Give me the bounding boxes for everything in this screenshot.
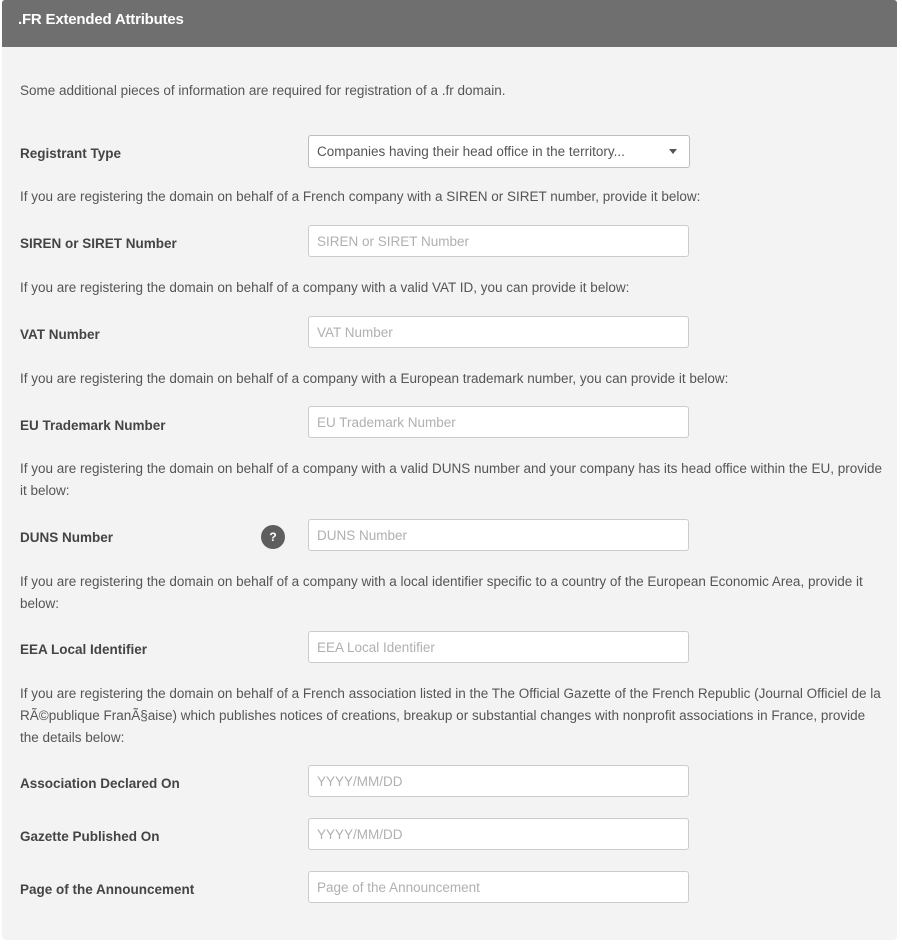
- announcement-page-label: Page of the Announcement: [20, 882, 195, 897]
- association-declared-label: Association Declared On: [20, 776, 180, 791]
- eea-label: EEA Local Identifier: [20, 642, 148, 657]
- registrant-type-select[interactable]: [308, 135, 690, 168]
- siren-input[interactable]: [308, 225, 689, 257]
- eu-trademark-input[interactable]: [308, 406, 689, 438]
- duns-help-text: If you are registering the domain on behalf of a company with a valid DUNS number and your company has its head office within the EU, provide it below:: [20, 461, 882, 498]
- duns-label: DUNS Number: [20, 530, 114, 545]
- vat-help-text: If you are registering the domain on behalf of a company with a valid VAT ID, you can provide it below:: [20, 280, 630, 295]
- gazette-published-input[interactable]: [308, 818, 689, 850]
- chevron-down-icon: [669, 149, 677, 154]
- eea-help-text: If you are registering the domain on behalf of a company with a local identifier specific to a country of the European Economic Area, provide it below:: [20, 574, 863, 611]
- siren-help-text: If you are registering the domain on behalf of a French company with a SIREN or SIRET number, provide it below:: [20, 189, 701, 204]
- help-icon[interactable]: ?: [261, 525, 285, 549]
- gazette-published-label: Gazette Published On: [20, 829, 160, 844]
- vat-input[interactable]: [308, 316, 689, 348]
- intro-text: Some additional pieces of information are required for registration of a .fr domain.: [20, 83, 506, 98]
- association-declared-input[interactable]: [308, 765, 689, 797]
- eu-trademark-label: EU Trademark Number: [20, 418, 166, 433]
- eea-input[interactable]: [308, 631, 689, 663]
- vat-label: VAT Number: [20, 327, 100, 342]
- registrant-type-value: Companies having their head office in the territory...: [317, 144, 625, 159]
- announcement-page-input[interactable]: [308, 871, 689, 903]
- eu-trademark-help-text: If you are registering the domain on behalf of a company with a European trademark number, you can provide it below:: [20, 371, 729, 386]
- siren-label: SIREN or SIRET Number: [20, 236, 177, 251]
- fr-extended-attributes-panel: [2, 0, 897, 940]
- registrant-type-label: Registrant Type: [20, 146, 122, 161]
- panel-header: [2, 0, 897, 47]
- duns-input[interactable]: [308, 519, 689, 551]
- panel-title: .FR Extended Attributes: [18, 11, 184, 28]
- association-help-text: If you are registering the domain on behalf of a French association listed in the The Official Gazette of the French Republic (Journal Officiel de la RÃ©publique FranÃ§aise) which publishes notices of creations, breakup or substantial changes with nonprofit associations in France, provide the details below:: [20, 686, 881, 745]
